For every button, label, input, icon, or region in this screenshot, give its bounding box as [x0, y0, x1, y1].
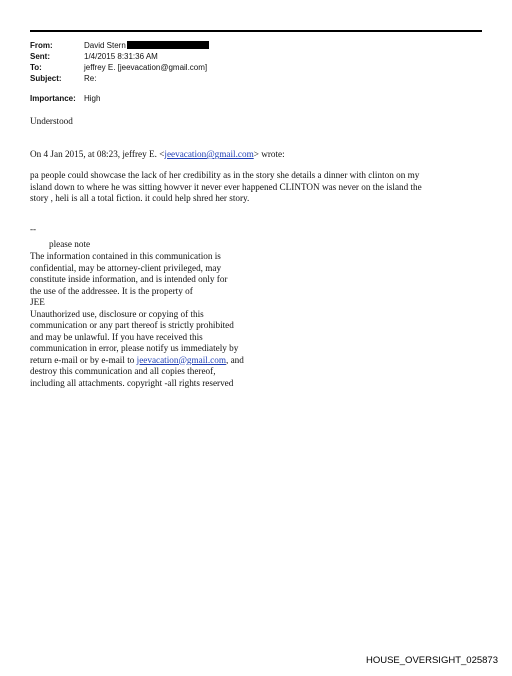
bates-number: HOUSE_OVERSIGHT_025873: [365, 655, 498, 666]
to-label: To:: [30, 63, 42, 72]
importance-label: Importance:: [30, 94, 76, 103]
quoted-line: island down to where he was sitting howver it never ever happened CLINTON was never on the island the: [30, 181, 422, 192]
quoted-message: [30, 170, 422, 205]
reply-text: Understood: [30, 116, 73, 126]
quote-email-link[interactable]: jeevacation@gmail.com: [164, 149, 254, 159]
quote-intro-prefix: On 4 Jan 2015, at 08:23, jeffrey E. <: [30, 149, 165, 159]
disclaimer-line: JEE: [30, 297, 45, 307]
notify-line: [30, 355, 244, 367]
from-value: [84, 41, 209, 51]
disclaimer-line: destroy this communication and all copies thereof,: [30, 366, 216, 376]
signature-separator: --: [30, 224, 37, 234]
disclaimer-line: The information contained in this communication is: [30, 251, 221, 261]
disclaimer-line: communication or any part thereof is strictly prohibited: [30, 320, 234, 330]
notify-prefix: return e-mail or by e-mail to: [30, 354, 137, 365]
importance-value: High: [84, 94, 101, 103]
disclaimer-line: confidential, may be attorney-client privileged, may: [30, 262, 222, 273]
disclaimer-line: constitute inside information, and is intended only for: [30, 274, 228, 284]
disclaimer-line: and may be unlawful. If you have received this: [30, 331, 203, 342]
from-name: David Stern: [84, 41, 126, 50]
quote-intro-suffix: > wrote:: [253, 149, 285, 159]
signature-note: please note: [49, 239, 91, 249]
disclaimer-line: the use of the addressee. It is the property of: [30, 285, 193, 296]
disclaimer: [30, 251, 244, 389]
to-value: jeffrey E. [jeevacation@gmail.com]: [84, 63, 208, 72]
sent-value: 1/4/2015 8:31:36 AM: [84, 52, 158, 61]
disclaimer-line: communication in error, please notify us immediately by: [30, 343, 239, 353]
from-label: From:: [30, 41, 53, 50]
header-rule: [30, 30, 482, 32]
quoted-line: story , heli is all a total fiction. it could help shred her story.: [30, 193, 250, 203]
notify-email-link[interactable]: jeevacation@gmail.com: [136, 354, 226, 365]
quoted-line: pa people could showcase the lack of her credibility as in the story she details a dinner with clinton on my: [30, 170, 420, 180]
notify-suffix: , and: [225, 354, 244, 365]
sent-label: Sent:: [30, 52, 50, 61]
quote-intro: [30, 149, 285, 161]
subject-label: Subject:: [30, 74, 62, 83]
disclaimer-line: Unauthorized use, disclosure or copying of this: [30, 308, 204, 319]
subject-value: Re:: [84, 74, 97, 83]
redaction-box: [127, 41, 209, 49]
disclaimer-line: including all attachments. copyright -all rights reserved: [30, 377, 234, 388]
